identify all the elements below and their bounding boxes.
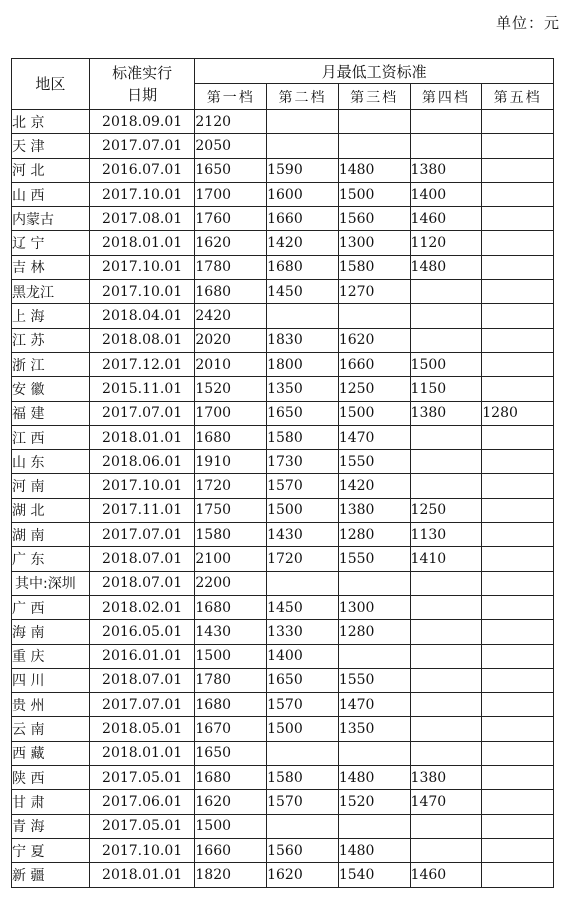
grade-2-wage-cell: 1500 xyxy=(267,498,339,522)
grade-5-wage-cell xyxy=(482,328,554,352)
grade-3-wage-cell: 1300 xyxy=(338,595,410,619)
grade-5-wage-cell xyxy=(482,547,554,571)
grade-3-wage-cell xyxy=(338,110,410,134)
grade-2-wage-cell: 1650 xyxy=(267,668,339,692)
grade-5-wage-cell xyxy=(482,498,554,522)
grade-5-wage-cell xyxy=(482,377,554,401)
effective-date-cell: 2017.10.01 xyxy=(89,838,195,862)
region-cell: 新 疆 xyxy=(12,863,90,887)
region-cell: 西 藏 xyxy=(12,741,90,765)
grade-5-wage-cell xyxy=(482,766,554,790)
region-cell: 安 徽 xyxy=(12,377,90,401)
minimum-wage-table xyxy=(11,58,554,888)
effective-date-cell: 2018.07.01 xyxy=(89,547,195,571)
grade-5-wage-cell xyxy=(482,352,554,376)
grade-1-wage-cell: 1520 xyxy=(195,377,267,401)
grade-5-wage-cell xyxy=(482,158,554,182)
grade-5-wage-cell xyxy=(482,304,554,328)
effective-date-cell: 2015.11.01 xyxy=(89,377,195,401)
grade-5-wage-cell xyxy=(482,620,554,644)
grade-4-wage-cell: 1480 xyxy=(410,255,482,279)
grade-4-wage-cell: 1500 xyxy=(410,352,482,376)
grade-4-wage-cell: 1470 xyxy=(410,790,482,814)
grade-4-wage-cell xyxy=(410,644,482,668)
grade-1-wage-cell: 1750 xyxy=(195,498,267,522)
grade-4-wage-cell xyxy=(410,741,482,765)
grade-4-wage-cell xyxy=(410,280,482,304)
region-cell: 四 川 xyxy=(12,668,90,692)
region-cell: 江 苏 xyxy=(12,328,90,352)
table-row xyxy=(12,523,554,547)
grade-3-wage-cell: 1470 xyxy=(338,425,410,449)
table-row xyxy=(12,182,554,206)
grade-2-wage-cell: 1580 xyxy=(267,766,339,790)
grade-4-wage-cell xyxy=(410,450,482,474)
table-row xyxy=(12,741,554,765)
region-cell: 吉 林 xyxy=(12,255,90,279)
table-row xyxy=(12,644,554,668)
grade-1-wage-cell: 1780 xyxy=(195,668,267,692)
grade-2-wage-cell: 1600 xyxy=(267,182,339,206)
grade-3-wage-cell: 1470 xyxy=(338,693,410,717)
grade-1-wage-cell: 1680 xyxy=(195,595,267,619)
grade-2-wage-cell xyxy=(267,571,339,595)
table-row xyxy=(12,474,554,498)
table-row xyxy=(12,717,554,741)
grade-1-wage-cell: 2010 xyxy=(195,352,267,376)
table-row xyxy=(12,255,554,279)
effective-date-cell: 2017.11.01 xyxy=(89,498,195,522)
grade-2-wage-cell: 1620 xyxy=(267,863,339,887)
grade-5-wage-cell xyxy=(482,741,554,765)
effective-date-cell: 2018.07.01 xyxy=(89,668,195,692)
table-row xyxy=(12,571,554,595)
grade-2-wage-cell: 1800 xyxy=(267,352,339,376)
grade-3-wage-cell: 1250 xyxy=(338,377,410,401)
grade-4-wage-cell xyxy=(410,717,482,741)
grade-3-wage-cell: 1480 xyxy=(338,766,410,790)
grade-3-wage-cell: 1620 xyxy=(338,328,410,352)
grade-1-wage-cell: 1910 xyxy=(195,450,267,474)
effective-date-cell: 2017.06.01 xyxy=(89,790,195,814)
region-cell: 河 南 xyxy=(12,474,90,498)
grade-3-wage-cell: 1380 xyxy=(338,498,410,522)
grade-1-wage-cell: 1820 xyxy=(195,863,267,887)
grade-4-wage-cell xyxy=(410,134,482,158)
grade-2-wage-cell: 1650 xyxy=(267,401,339,425)
table-row xyxy=(12,352,554,376)
header-date-line1: 标准实行 xyxy=(112,64,173,82)
effective-date-cell: 2018.01.01 xyxy=(89,741,195,765)
table-row xyxy=(12,158,554,182)
effective-date-cell: 2018.01.01 xyxy=(89,863,195,887)
grade-5-wage-cell xyxy=(482,231,554,255)
effective-date-cell: 2017.10.01 xyxy=(89,182,195,206)
grade-2-wage-cell: 1730 xyxy=(267,450,339,474)
grade-2-wage-cell: 1830 xyxy=(267,328,339,352)
region-cell: 浙 江 xyxy=(12,352,90,376)
effective-date-cell: 2018.08.01 xyxy=(89,328,195,352)
region-cell: 云 南 xyxy=(12,717,90,741)
grade-4-wage-cell: 1460 xyxy=(410,863,482,887)
grade-5-wage-cell xyxy=(482,571,554,595)
grade-1-wage-cell: 2020 xyxy=(195,328,267,352)
grade-5-wage-cell xyxy=(482,668,554,692)
region-cell: 其中:深圳 xyxy=(12,571,90,595)
grade-4-wage-cell xyxy=(410,110,482,134)
region-cell: 辽 宁 xyxy=(12,231,90,255)
table-row xyxy=(12,498,554,522)
region-cell: 广 西 xyxy=(12,595,90,619)
grade-4-wage-cell xyxy=(410,838,482,862)
region-cell: 北 京 xyxy=(12,110,90,134)
table-row xyxy=(12,814,554,838)
grade-4-wage-cell xyxy=(410,620,482,644)
table-row xyxy=(12,425,554,449)
region-cell: 山 西 xyxy=(12,182,90,206)
grade-4-wage-cell: 1410 xyxy=(410,547,482,571)
grade-3-wage-cell: 1660 xyxy=(338,352,410,376)
grade-4-wage-cell xyxy=(410,693,482,717)
table-row xyxy=(12,134,554,158)
header-grade-1: 第一档 xyxy=(195,84,267,110)
grade-1-wage-cell: 2100 xyxy=(195,547,267,571)
grade-5-wage-cell xyxy=(482,255,554,279)
table-row xyxy=(12,450,554,474)
grade-3-wage-cell xyxy=(338,304,410,328)
region-cell: 天 津 xyxy=(12,134,90,158)
grade-4-wage-cell xyxy=(410,425,482,449)
region-cell: 内蒙古 xyxy=(12,207,90,231)
table-row xyxy=(12,838,554,862)
grade-4-wage-cell: 1130 xyxy=(410,523,482,547)
grade-3-wage-cell xyxy=(338,814,410,838)
grade-2-wage-cell: 1330 xyxy=(267,620,339,644)
grade-3-wage-cell xyxy=(338,571,410,595)
region-cell: 陕 西 xyxy=(12,766,90,790)
grade-1-wage-cell: 1430 xyxy=(195,620,267,644)
effective-date-cell: 2017.10.01 xyxy=(89,474,195,498)
grade-3-wage-cell: 1350 xyxy=(338,717,410,741)
grade-5-wage-cell xyxy=(482,474,554,498)
region-cell: 上 海 xyxy=(12,304,90,328)
grade-5-wage-cell xyxy=(482,814,554,838)
grade-1-wage-cell: 1760 xyxy=(195,207,267,231)
grade-3-wage-cell xyxy=(338,134,410,158)
grade-3-wage-cell: 1550 xyxy=(338,450,410,474)
grade-1-wage-cell: 1680 xyxy=(195,693,267,717)
grade-4-wage-cell: 1400 xyxy=(410,182,482,206)
header-grade-3: 第三档 xyxy=(338,84,410,110)
region-cell: 贵 州 xyxy=(12,693,90,717)
grade-5-wage-cell xyxy=(482,790,554,814)
effective-date-cell: 2018.02.01 xyxy=(89,595,195,619)
table-row xyxy=(12,328,554,352)
grade-1-wage-cell: 1500 xyxy=(195,644,267,668)
grade-2-wage-cell: 1660 xyxy=(267,207,339,231)
grade-3-wage-cell: 1300 xyxy=(338,231,410,255)
region-cell: 青 海 xyxy=(12,814,90,838)
table-row xyxy=(12,401,554,425)
effective-date-cell: 2018.04.01 xyxy=(89,304,195,328)
grade-1-wage-cell: 1700 xyxy=(195,182,267,206)
region-cell: 海 南 xyxy=(12,620,90,644)
grade-1-wage-cell: 2420 xyxy=(195,304,267,328)
effective-date-cell: 2017.08.01 xyxy=(89,207,195,231)
effective-date-cell: 2017.07.01 xyxy=(89,523,195,547)
grade-4-wage-cell xyxy=(410,474,482,498)
grade-5-wage-cell xyxy=(482,693,554,717)
effective-date-cell: 2016.01.01 xyxy=(89,644,195,668)
grade-1-wage-cell: 1620 xyxy=(195,790,267,814)
grade-1-wage-cell: 1500 xyxy=(195,814,267,838)
effective-date-cell: 2018.06.01 xyxy=(89,450,195,474)
header-effective-date xyxy=(89,59,195,110)
grade-5-wage-cell xyxy=(482,717,554,741)
grade-5-wage-cell xyxy=(482,280,554,304)
grade-4-wage-cell: 1250 xyxy=(410,498,482,522)
grade-1-wage-cell: 1700 xyxy=(195,401,267,425)
grade-3-wage-cell: 1550 xyxy=(338,668,410,692)
table-row xyxy=(12,668,554,692)
effective-date-cell: 2016.07.01 xyxy=(89,158,195,182)
grade-2-wage-cell xyxy=(267,304,339,328)
grade-2-wage-cell: 1570 xyxy=(267,693,339,717)
region-cell: 湖 北 xyxy=(12,498,90,522)
region-cell: 福 建 xyxy=(12,401,90,425)
grade-5-wage-cell xyxy=(482,425,554,449)
table-row xyxy=(12,231,554,255)
grade-2-wage-cell: 1590 xyxy=(267,158,339,182)
effective-date-cell: 2017.10.01 xyxy=(89,255,195,279)
grade-1-wage-cell: 1680 xyxy=(195,425,267,449)
grade-1-wage-cell: 1650 xyxy=(195,741,267,765)
effective-date-cell: 2016.05.01 xyxy=(89,620,195,644)
effective-date-cell: 2017.07.01 xyxy=(89,134,195,158)
grade-3-wage-cell: 1580 xyxy=(338,255,410,279)
table-row xyxy=(12,595,554,619)
grade-2-wage-cell: 1580 xyxy=(267,425,339,449)
grade-3-wage-cell xyxy=(338,741,410,765)
effective-date-cell: 2018.01.01 xyxy=(89,425,195,449)
grade-4-wage-cell xyxy=(410,304,482,328)
grade-3-wage-cell: 1520 xyxy=(338,790,410,814)
table-row xyxy=(12,207,554,231)
table-row xyxy=(12,547,554,571)
grade-5-wage-cell xyxy=(482,450,554,474)
effective-date-cell: 2017.05.01 xyxy=(89,766,195,790)
table-row xyxy=(12,304,554,328)
grade-1-wage-cell: 1650 xyxy=(195,158,267,182)
grade-2-wage-cell: 1350 xyxy=(267,377,339,401)
grade-4-wage-cell: 1380 xyxy=(410,158,482,182)
grade-5-wage-cell xyxy=(482,523,554,547)
grade-2-wage-cell xyxy=(267,110,339,134)
grade-1-wage-cell: 1580 xyxy=(195,523,267,547)
region-cell: 甘 肃 xyxy=(12,790,90,814)
grade-5-wage-cell xyxy=(482,207,554,231)
grade-3-wage-cell: 1480 xyxy=(338,158,410,182)
header-monthly-minimum-wage: 月最低工资标准 xyxy=(195,59,554,84)
grade-3-wage-cell: 1280 xyxy=(338,523,410,547)
grade-2-wage-cell xyxy=(267,134,339,158)
grade-4-wage-cell xyxy=(410,328,482,352)
grade-1-wage-cell: 1780 xyxy=(195,255,267,279)
effective-date-cell: 2017.10.01 xyxy=(89,280,195,304)
grade-5-wage-cell xyxy=(482,110,554,134)
grade-2-wage-cell: 1450 xyxy=(267,595,339,619)
grade-1-wage-cell: 1720 xyxy=(195,474,267,498)
grade-1-wage-cell: 2050 xyxy=(195,134,267,158)
table-row xyxy=(12,863,554,887)
region-cell: 宁 夏 xyxy=(12,838,90,862)
grade-1-wage-cell: 1680 xyxy=(195,766,267,790)
effective-date-cell: 2018.05.01 xyxy=(89,717,195,741)
region-cell: 重 庆 xyxy=(12,644,90,668)
table-body xyxy=(12,110,554,888)
grade-4-wage-cell xyxy=(410,571,482,595)
grade-3-wage-cell: 1500 xyxy=(338,401,410,425)
grade-1-wage-cell: 1670 xyxy=(195,717,267,741)
grade-3-wage-cell: 1560 xyxy=(338,207,410,231)
grade-5-wage-cell xyxy=(482,863,554,887)
header-grade-5: 第五档 xyxy=(482,84,554,110)
region-cell: 山 东 xyxy=(12,450,90,474)
grade-4-wage-cell: 1120 xyxy=(410,231,482,255)
grade-2-wage-cell xyxy=(267,814,339,838)
region-cell: 江 西 xyxy=(12,425,90,449)
grade-2-wage-cell: 1570 xyxy=(267,790,339,814)
header-grade-4: 第四档 xyxy=(410,84,482,110)
effective-date-cell: 2018.07.01 xyxy=(89,571,195,595)
grade-4-wage-cell: 1380 xyxy=(410,401,482,425)
region-cell: 广 东 xyxy=(12,547,90,571)
table-row xyxy=(12,766,554,790)
header-date-line2: 日期 xyxy=(127,86,158,104)
grade-5-wage-cell xyxy=(482,134,554,158)
grade-4-wage-cell: 1150 xyxy=(410,377,482,401)
table-row xyxy=(12,693,554,717)
grade-2-wage-cell: 1400 xyxy=(267,644,339,668)
grade-2-wage-cell: 1680 xyxy=(267,255,339,279)
grade-5-wage-cell xyxy=(482,182,554,206)
effective-date-cell: 2017.05.01 xyxy=(89,814,195,838)
grade-3-wage-cell: 1540 xyxy=(338,863,410,887)
region-cell: 河 北 xyxy=(12,158,90,182)
grade-2-wage-cell xyxy=(267,741,339,765)
grade-1-wage-cell: 1660 xyxy=(195,838,267,862)
grade-1-wage-cell: 2200 xyxy=(195,571,267,595)
table-row xyxy=(12,620,554,644)
effective-date-cell: 2017.07.01 xyxy=(89,401,195,425)
grade-3-wage-cell xyxy=(338,644,410,668)
grade-3-wage-cell: 1280 xyxy=(338,620,410,644)
table-row xyxy=(12,377,554,401)
grade-2-wage-cell: 1560 xyxy=(267,838,339,862)
grade-3-wage-cell: 1420 xyxy=(338,474,410,498)
grade-1-wage-cell: 1680 xyxy=(195,280,267,304)
grade-2-wage-cell: 1420 xyxy=(267,231,339,255)
grade-5-wage-cell xyxy=(482,644,554,668)
region-cell: 黑龙江 xyxy=(12,280,90,304)
grade-2-wage-cell: 1500 xyxy=(267,717,339,741)
table-row xyxy=(12,790,554,814)
grade-3-wage-cell: 1480 xyxy=(338,838,410,862)
grade-3-wage-cell: 1500 xyxy=(338,182,410,206)
effective-date-cell: 2018.01.01 xyxy=(89,231,195,255)
grade-5-wage-cell xyxy=(482,595,554,619)
grade-4-wage-cell: 1460 xyxy=(410,207,482,231)
grade-4-wage-cell xyxy=(410,595,482,619)
header-region: 地区 xyxy=(12,59,90,110)
table-row xyxy=(12,280,554,304)
grade-2-wage-cell: 1720 xyxy=(267,547,339,571)
grade-1-wage-cell: 2120 xyxy=(195,110,267,134)
grade-2-wage-cell: 1570 xyxy=(267,474,339,498)
header-grade-2: 第二档 xyxy=(267,84,339,110)
grade-4-wage-cell xyxy=(410,668,482,692)
grade-1-wage-cell: 1620 xyxy=(195,231,267,255)
effective-date-cell: 2017.07.01 xyxy=(89,693,195,717)
grade-3-wage-cell: 1270 xyxy=(338,280,410,304)
grade-3-wage-cell: 1550 xyxy=(338,547,410,571)
effective-date-cell: 2017.12.01 xyxy=(89,352,195,376)
grade-5-wage-cell xyxy=(482,838,554,862)
effective-date-cell: 2018.09.01 xyxy=(89,110,195,134)
grade-2-wage-cell: 1430 xyxy=(267,523,339,547)
grade-4-wage-cell: 1380 xyxy=(410,766,482,790)
grade-4-wage-cell xyxy=(410,814,482,838)
region-cell: 湖 南 xyxy=(12,523,90,547)
grade-5-wage-cell: 1280 xyxy=(482,401,554,425)
unit-label: 单位：元 xyxy=(495,14,560,32)
table-row xyxy=(12,110,554,134)
grade-2-wage-cell: 1450 xyxy=(267,280,339,304)
